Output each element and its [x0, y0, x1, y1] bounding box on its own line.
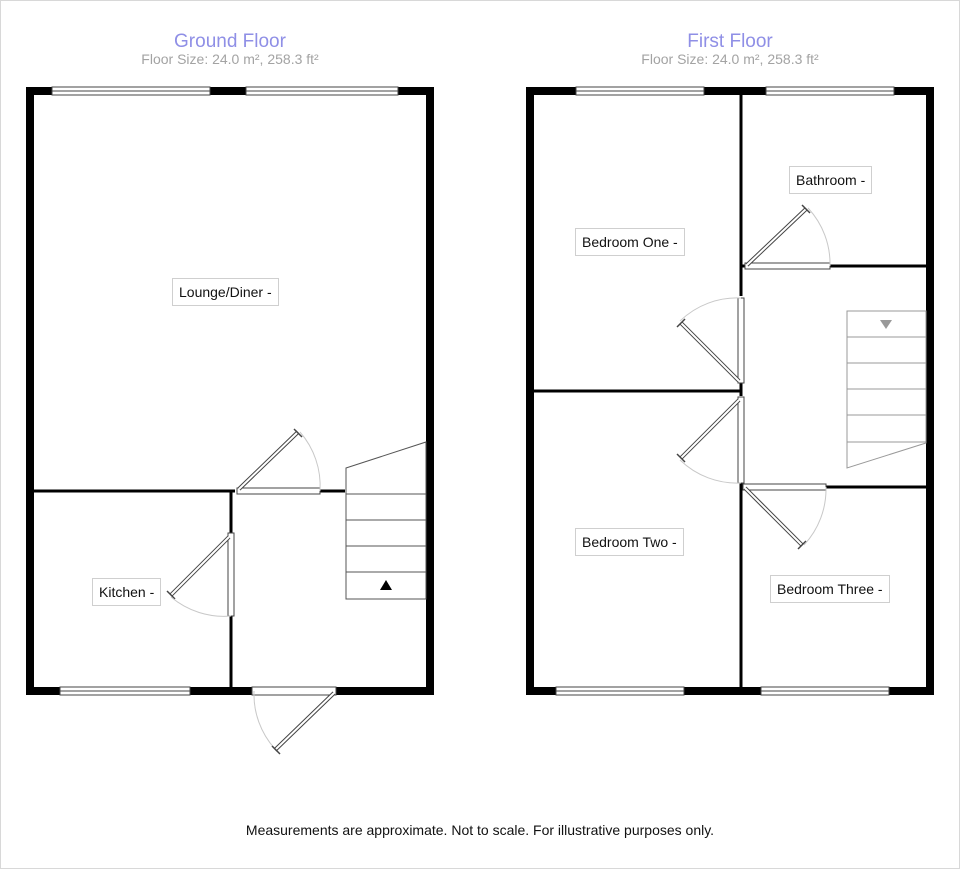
- front-door-swing: [254, 691, 275, 749]
- room-label-bedroom-three: Bedroom Three -: [770, 575, 890, 603]
- room-label-bathroom: Bathroom -: [789, 166, 872, 194]
- first-floor-title: First Floor: [687, 31, 773, 52]
- ground-floor-size: Floor Size: 24.0 m², 258.3 ft²: [141, 51, 319, 67]
- first-floor-size: Floor Size: 24.0 m², 258.3 ft²: [641, 51, 819, 67]
- kitchen-door-swing: [171, 597, 231, 616]
- ground-staircase: [346, 442, 426, 599]
- front-door-opening: [252, 687, 336, 695]
- ground-floor-title: Ground Floor: [174, 31, 286, 52]
- lounge-door-frame: [237, 488, 320, 494]
- room-label-bedroom-one: Bedroom One -: [575, 228, 685, 256]
- ground-floor-plan: [30, 87, 430, 754]
- room-label-bedroom-two: Bedroom Two -: [575, 528, 684, 556]
- first-staircase: [847, 311, 926, 468]
- room-label-lounge-diner: Lounge/Diner -: [172, 278, 279, 306]
- room-label-kitchen: Kitchen -: [92, 578, 161, 606]
- lounge-door-swing: [300, 432, 320, 491]
- kitchen-door-frame: [228, 533, 234, 616]
- disclaimer-note: Measurements are approximate. Not to scale. For illustrative purposes only.: [245, 822, 715, 838]
